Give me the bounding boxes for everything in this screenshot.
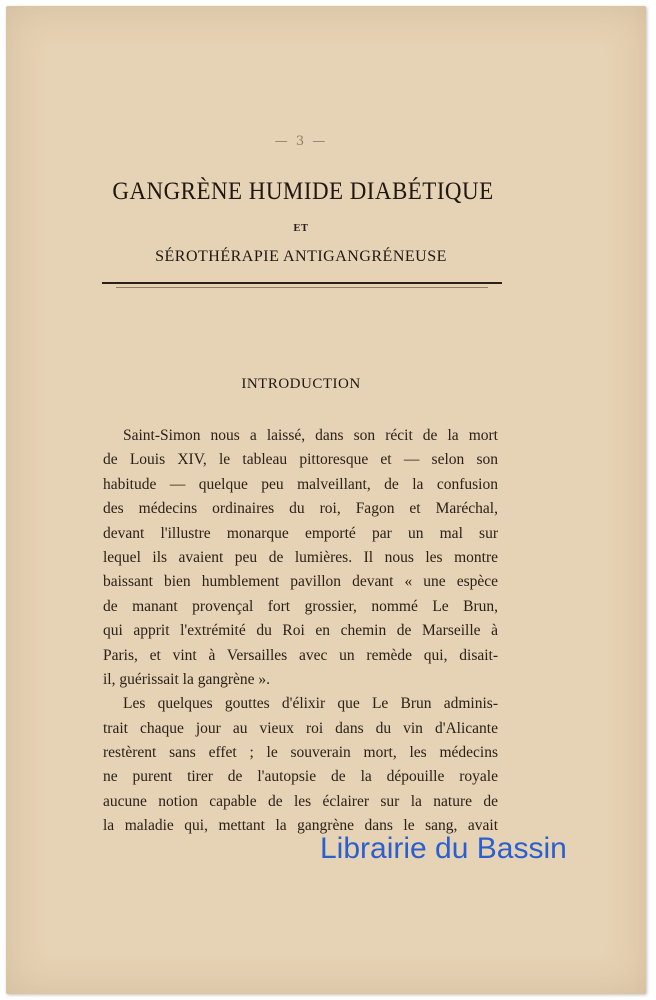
- text-line: habitude — quelque peu malveillant, de la confusion: [103, 475, 498, 493]
- text-line: ne purent tirer de l'autopsie de la dépouille royale: [103, 768, 498, 786]
- text-line: de Louis XIV, le tableau pittoresque et — selon son: [103, 451, 498, 469]
- text-line: devant l'illustre monarque emporté par un mal sur: [103, 524, 498, 542]
- text-line: Les quelques gouttes d'élixir que Le Brun adminis-: [123, 695, 498, 713]
- body-text: [103, 424, 498, 839]
- title-main: GANGRÈNE HUMIDE DIABÉTIQUE: [112, 178, 494, 205]
- text-line: trait chaque jour au vieux roi dans du vin d'Alicante: [103, 719, 498, 737]
- title-rule-thin: [116, 287, 488, 288]
- text-line: Saint-Simon nous a laissé, dans son récit de la mort: [123, 427, 498, 444]
- text-line: restèrent sans effet ; le souverain mort, les médecins: [103, 744, 498, 762]
- text-line: la maladie qui, mettant la gangrène dans le sang, avait: [103, 817, 498, 835]
- title-rule: [102, 282, 502, 284]
- text-line: Paris, et vint à Versailles avec un remède qui, disait-: [103, 646, 498, 664]
- text-line: de manant provençal fort grossier, nommé Le Brun,: [103, 597, 498, 615]
- text-line: des médecins ordinaires du roi, Fagon et Maréchal,: [103, 500, 498, 518]
- section-heading: INTRODUCTION: [241, 376, 361, 392]
- page-number: — 3 —: [274, 134, 328, 149]
- title-conjunction: ET: [293, 224, 309, 234]
- text-line: aucune notion capable de les éclairer sur la nature de: [103, 792, 498, 810]
- title-subtitle: SÉROTHÉRAPIE ANTIGANGRÉNEUSE: [155, 248, 447, 265]
- watermark-text: Librairie du Bassin: [320, 832, 567, 865]
- text-line: il, guérissait la gangrène ».: [103, 670, 271, 688]
- text-line: lequel ils avaient peu de lumières. Il nous les montre: [103, 548, 498, 566]
- text-line: qui apprit l'extrémité du Roi en chemin de Marseille à: [103, 622, 498, 640]
- text-line: baissant bien humblement pavillon devant « une espèce: [103, 573, 498, 591]
